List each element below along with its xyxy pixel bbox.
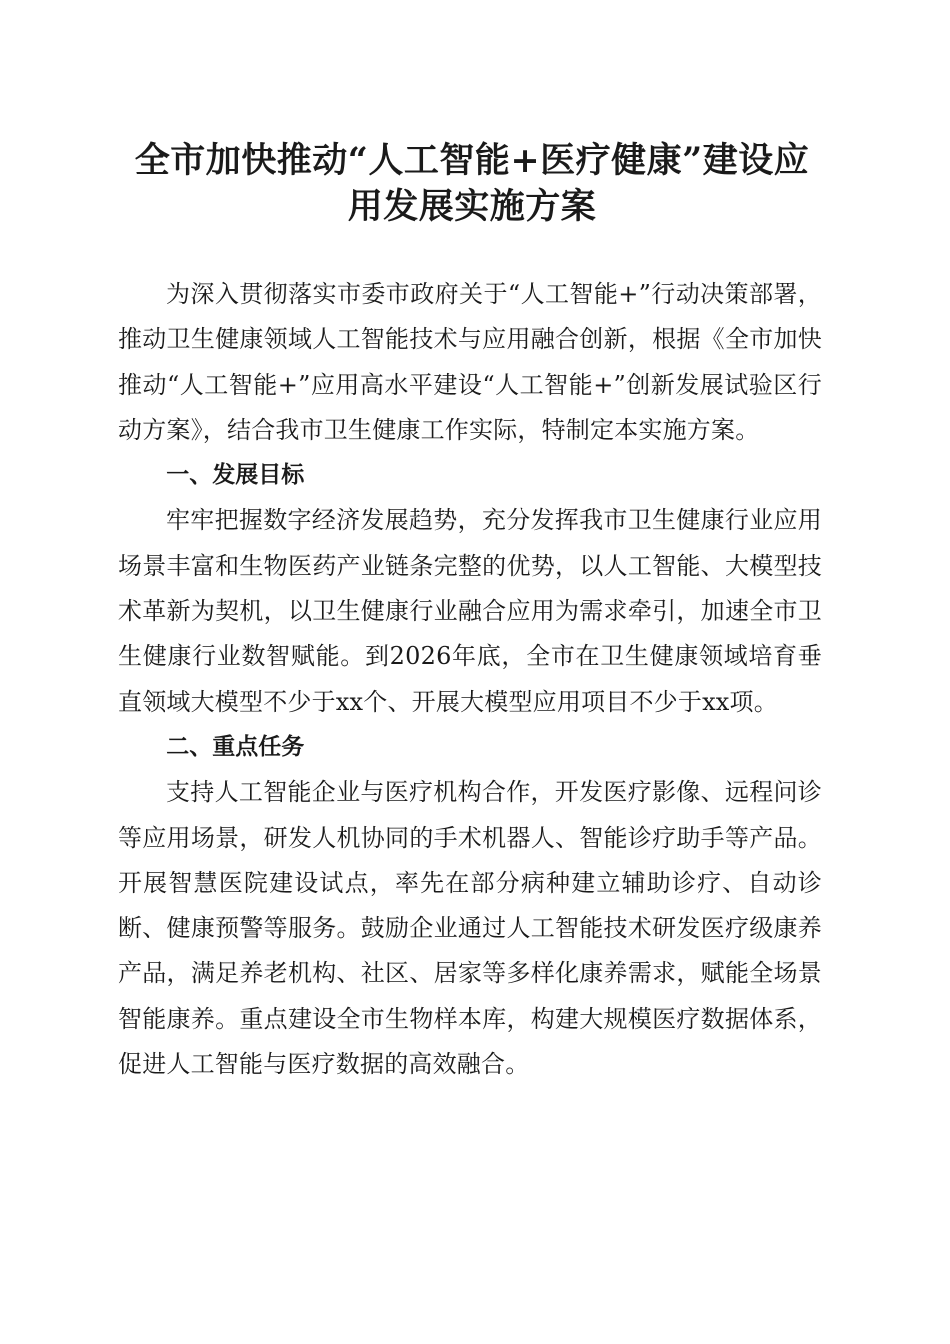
title-line-2: 用发展实施方案 (347, 186, 597, 227)
section-body-goals: 牢牢把握数字经济发展趋势，充分发挥我市卫生健康行业应用场景丰富和生物医药产业链条完整的优势，以人工智能、大模型技术革新为契机，以卫生健康行业融合应用为需求牵引，加速全市卫生健康行业数智赋能。到2026年底，全市在卫生健康领域培育垂直领域大模型不少于xx个、开展大模型应用项目不少于xx项。 (118, 506, 822, 716)
document-body (118, 272, 822, 1087)
intro-paragraph: 为深入贯彻落实市委市政府关于“人工智能+”行动决策部署，推动卫生健康领域人工智能技术与应用融合创新，根据《全市加快推动“人工智能+”应用高水平建设“人工智能+”创新发展试验区行动方案》，结合我市卫生健康工作实际，特制定本实施方案。 (118, 280, 822, 444)
section-heading-tasks: 二、重点任务 (166, 733, 305, 760)
section-heading-goals: 一、发展目标 (166, 462, 305, 489)
document-title (118, 138, 822, 230)
title-line-1: 全市加快推动“人工智能+医疗健康”建设应 (134, 140, 810, 181)
section-body-tasks: 支持人工智能企业与医疗机构合作，开发医疗影像、远程问诊等应用场景，研发人机协同的手术机器人、智能诊疗助手等产品。开展智慧医院建设试点，率先在部分病种建立辅助诊疗、自动诊断、健康预警等服务。鼓励企业通过人工智能技术研发医疗级康养产品，满足养老机构、社区、居家等多样化康养需求，赋能全场景智能康养。重点建设全市生物样本库，构建大规模医疗数据体系，促进人工智能与医疗数据的高效融合。 (118, 778, 822, 1079)
